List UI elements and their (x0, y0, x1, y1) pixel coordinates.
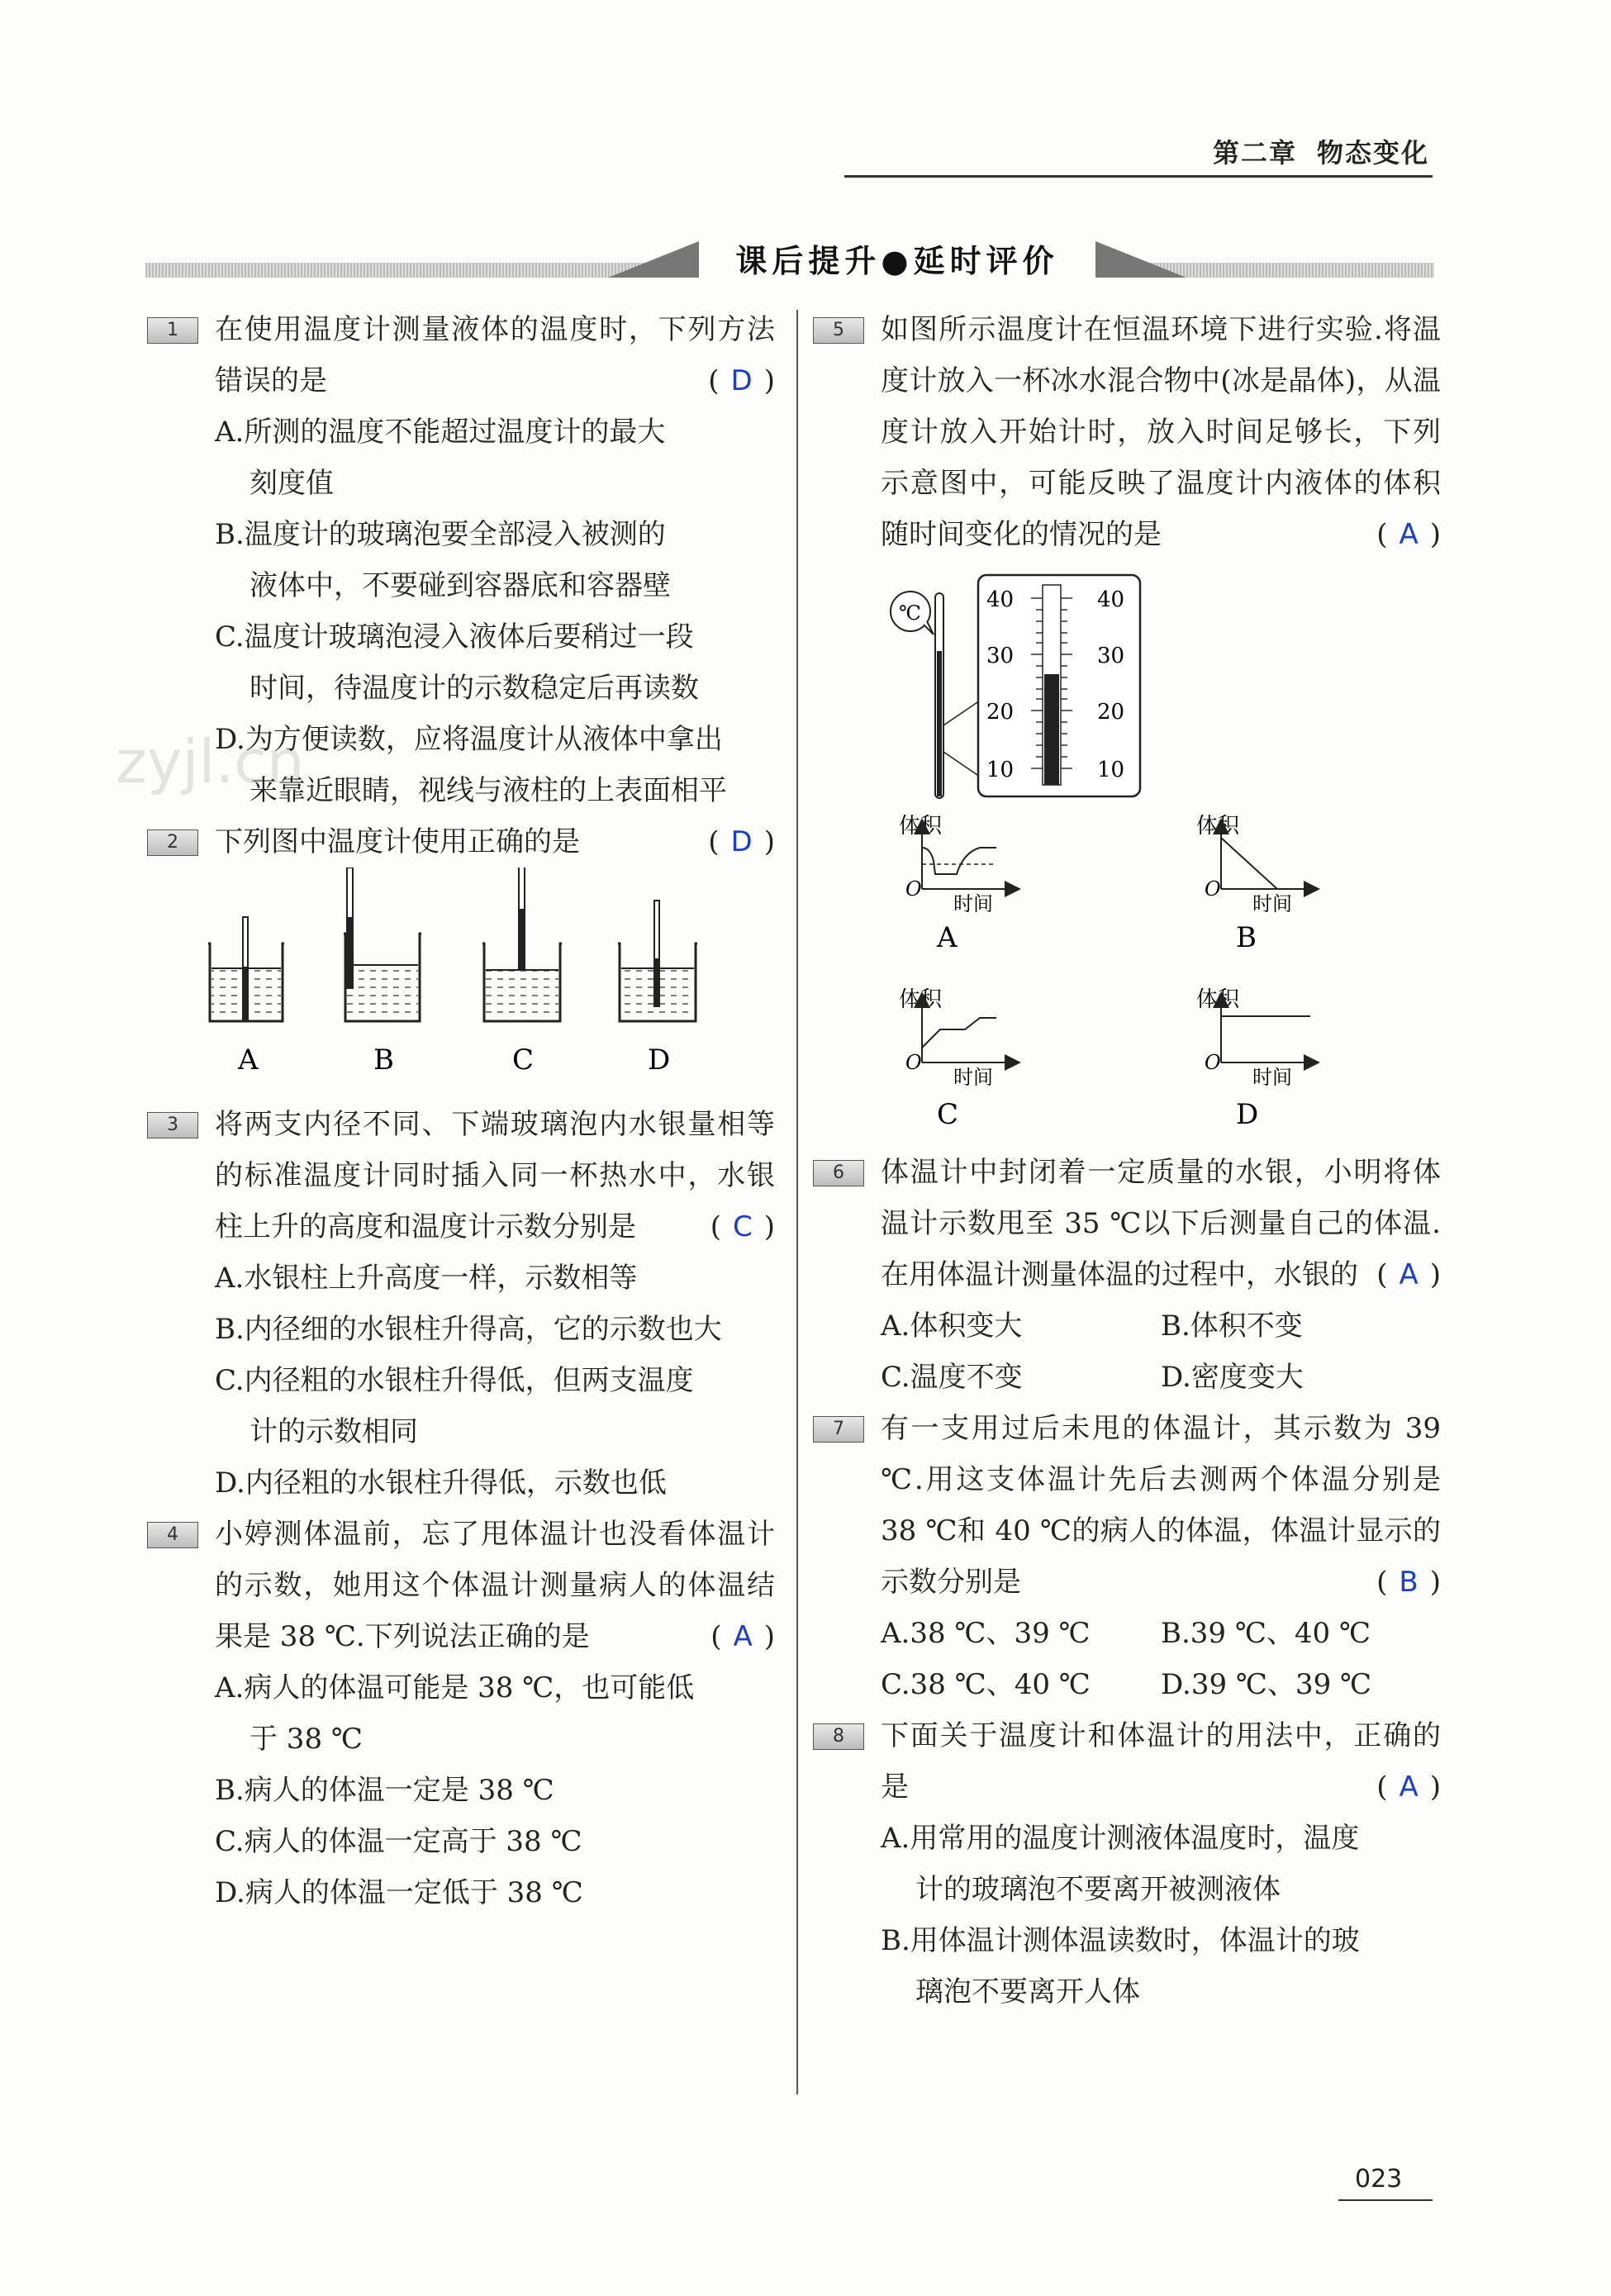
option-text: D.内径粗的水银柱升得低，示数也低 (215, 1466, 667, 1500)
option-continued: 璃泡不要离开人体 (915, 1975, 1140, 2008)
graph-b (1196, 814, 1314, 954)
option-text: D.为方便读数，应将温度计从液体中拿出 (215, 723, 723, 756)
column-divider (796, 310, 798, 2094)
stem-text: 下面关于温度计和体温计的用法中，正确的是 (881, 1719, 1441, 1804)
option-text: A.病人的体温可能是 38 ℃，也可能低 (215, 1671, 695, 1704)
graph-origin: O (905, 877, 922, 901)
beaker-diagrams (207, 868, 768, 1099)
option-b (881, 1915, 1441, 2018)
answer-mark: A (1399, 518, 1419, 551)
graph-label-c: C (937, 1098, 959, 1131)
question-number: 8 (813, 1723, 864, 1750)
option-a: A.38 ℃、39 ℃ (881, 1617, 1091, 1650)
question-stem: 下列图中温度计使用正确的是 ( D ) (215, 825, 775, 858)
question-number: 2 (147, 830, 198, 856)
stem-text: 小婷测体温前，忘了甩体温计也没看体温计的示数，她用这个体温计测量病人的体温结果是 38 ℃.下列说法正确的是 (215, 1518, 775, 1653)
option-a (215, 1662, 775, 1765)
question-8 (813, 1710, 1441, 2018)
graph-xlabel: 时间 (953, 1066, 993, 1089)
header-rule (844, 175, 1433, 178)
answer-mark: D (730, 825, 753, 858)
thermometer-diagram (881, 560, 1145, 800)
tick-label-10: 10 (1097, 758, 1125, 782)
answer-mark: A (1399, 1258, 1419, 1291)
tick-label-10: 10 (986, 758, 1015, 782)
graph-label-b: B (1236, 921, 1257, 954)
graph-ylabel: 体积 (1196, 987, 1240, 1012)
option-d (215, 714, 775, 816)
page-number: 023 (1355, 2165, 1403, 2194)
stem-text: 如图所示温度计在恒温环境下进行实验.将温度计放入一杯冰水混合物中(冰是晶体)，从温度计放入开始计时，放入时间足够长，下列示意图中，可能反映了温度计内液体的体积随时间变化的情况的是 (881, 313, 1441, 551)
answer-mark: A (733, 1620, 753, 1653)
left-column (147, 304, 775, 1918)
question-1 (147, 304, 775, 816)
option-text: A.水银柱上升高度一样，示数相等 (215, 1262, 638, 1295)
option-text: B.温度计的玻璃泡要全部浸入被测的 (215, 518, 666, 551)
right-column (813, 304, 1441, 2018)
graph-origin: O (905, 1051, 922, 1074)
options-row-2 (881, 1352, 1441, 1403)
option-continued: 液体中，不要碰到容器底和容器壁 (249, 569, 671, 602)
option-text: B.病人的体温一定是 38 ℃ (215, 1774, 554, 1807)
question-2 (147, 816, 775, 1099)
tick-label-30: 30 (986, 644, 1015, 668)
graph-options-figure (881, 800, 1441, 1147)
option-a (215, 406, 775, 509)
stem-text: 在使用温度计测量液体的温度时，下列方法错误的是 (215, 313, 775, 397)
chapter-number: 第二章 (1212, 137, 1297, 169)
tick-label-40: 40 (986, 587, 1015, 612)
beaker-a (207, 917, 284, 1021)
section-banner (145, 238, 1434, 284)
beaker-label-a: A (238, 1043, 259, 1077)
option-d (215, 1867, 775, 1918)
question-5 (813, 304, 1441, 1147)
option-text: B.用体温计测体温读数时，体温计的玻 (881, 1924, 1360, 1957)
graph-d (1196, 987, 1314, 1131)
graph-origin: O (1205, 1051, 1221, 1074)
question-stem: 如图所示温度计在恒温环境下进行实验.将温度计放入一杯冰水混合物中(冰是晶体)，从温度计放入开始计时，放入时间足够长，下列示意图中，可能反映了温度计内液体的体积随时间变化的情况的是 ( A ) (881, 313, 1441, 551)
option-continued: 来靠近眼睛，视线与液柱的上表面相平 (249, 774, 727, 807)
banner-center (608, 238, 1186, 284)
option-a (215, 1253, 775, 1304)
answer-mark: C (732, 1210, 753, 1243)
question-number: 5 (813, 317, 864, 344)
graph-origin: O (1205, 877, 1221, 901)
beaker-label-d: D (648, 1043, 671, 1077)
stem-text: 下列图中温度计使用正确的是 (215, 825, 580, 858)
option-b: B.体积不变 (1161, 1310, 1303, 1343)
beaker-label-c: C (512, 1043, 535, 1077)
beaker-label-b: B (373, 1043, 394, 1077)
option-continued: 于 38 ℃ (249, 1723, 363, 1756)
option-continued: 刻度值 (249, 467, 334, 500)
question-stem: 有一支用过后未甩的体温计，其示数为 39 ℃.用这支体温计先后去测两个体温分别是 38 ℃和 40 ℃的病人的体温，体温计显示的示数分别是 ( B ) (881, 1412, 1441, 1599)
option-d: D.密度变大 (1161, 1361, 1304, 1394)
option-text: C.病人的体温一定高于 38 ℃ (215, 1825, 582, 1858)
graph-xlabel: 时间 (1252, 892, 1292, 915)
stem-text: 将两支内径不同、下端玻璃泡内水银量相等的标准温度计同时插入同一杯热水中，水银柱上升的高度和温度计示数分别是 (215, 1108, 775, 1243)
graph-label-a: A (937, 921, 958, 954)
question-stem: 下面关于温度计和体温计的用法中，正确的是 ( A ) (881, 1719, 1441, 1804)
option-c: C.38 ℃、40 ℃ (881, 1668, 1091, 1701)
stem-text: 体温计中封闭着一定质量的水银，小明将体温计示数甩至 35 ℃以下后测量自己的体温.在用体温计测量体温的过程中，水银的 (881, 1156, 1441, 1291)
option-b (215, 1765, 775, 1816)
options-row-1 (881, 1608, 1441, 1659)
question-4 (147, 1509, 775, 1918)
question-7 (813, 1403, 1441, 1710)
tick-label-20: 20 (986, 700, 1015, 725)
answer-mark: A (1399, 1771, 1419, 1804)
option-c: C.温度不变 (881, 1361, 1023, 1394)
beaker-b (344, 868, 421, 1021)
tick-label-20: 20 (1097, 700, 1125, 725)
graph-options (864, 800, 1426, 1147)
graph-xlabel: 时间 (1252, 1066, 1292, 1089)
options-row-1 (881, 1300, 1441, 1352)
chapter-header (1213, 132, 1429, 170)
graph-a (899, 814, 1015, 954)
chapter-topic: 物态变化 (1316, 137, 1429, 169)
option-a: A.体积变大 (881, 1310, 1023, 1343)
option-text: B.内径细的水银柱升得高，它的示数也大 (215, 1313, 722, 1346)
option-continued: 时间，待温度计的示数稳定后再读数 (249, 672, 699, 705)
option-d (215, 1457, 775, 1509)
option-text: C.温度计玻璃泡浸入液体后要稍过一段 (215, 620, 694, 654)
watermark: zyjl.cn (116, 727, 305, 796)
tick-label-40: 40 (1097, 587, 1125, 612)
option-a (881, 1813, 1441, 1915)
question-stem: 将两支内径不同、下端玻璃泡内水银量相等的标准温度计同时插入同一杯热水中，水银柱上升的高度和温度计示数分别是 ( C ) (215, 1108, 775, 1243)
beaker-d (618, 901, 697, 1021)
question-number: 7 (813, 1416, 864, 1443)
options-row-2 (881, 1659, 1441, 1710)
question-number: 3 (147, 1112, 198, 1138)
beaker-c (482, 868, 562, 1021)
question-number: 4 (147, 1522, 198, 1548)
page-number-rule (1338, 2199, 1433, 2201)
graph-xlabel: 时间 (953, 892, 993, 915)
question-number: 6 (813, 1160, 864, 1186)
option-text: A.用常用的温度计测液体温度时，温度 (881, 1822, 1360, 1855)
option-c (215, 1355, 775, 1457)
option-text: A.所测的温度不能超过温度计的最大 (215, 416, 666, 449)
question-stem: 在使用温度计测量液体的温度时，下列方法错误的是 ( D ) (215, 313, 775, 397)
question-3 (147, 1099, 775, 1509)
graph-ylabel: 体积 (899, 814, 943, 839)
option-b (215, 509, 775, 611)
question-6 (813, 1147, 1441, 1403)
option-text: D.病人的体温一定低于 38 ℃ (215, 1876, 583, 1909)
option-b (215, 1304, 775, 1355)
graph-ylabel: 体积 (899, 987, 943, 1012)
banner-title: 课后提升●延时评价 (699, 241, 1095, 281)
answer-mark: B (1399, 1566, 1419, 1599)
unit-bubble: ℃ (899, 601, 921, 625)
question-stem: 体温计中封闭着一定质量的水银，小明将体温计示数甩至 35 ℃以下后测量自己的体温.在用体温计测量体温的过程中，水银的 ( A ) (881, 1156, 1441, 1291)
answer-mark: D (730, 364, 753, 397)
tick-label-30: 30 (1097, 644, 1125, 668)
graph-ylabel: 体积 (1196, 814, 1240, 839)
option-b: B.39 ℃、40 ℃ (1161, 1617, 1371, 1650)
option-continued: 计的示数相同 (249, 1415, 418, 1448)
stem-text: 有一支用过后未甩的体温计，其示数为 39 ℃.用这支体温计先后去测两个体温分别是 38 ℃和 40 ℃的病人的体温，体温计显示的示数分别是 (881, 1412, 1441, 1599)
question-number: 1 (147, 317, 198, 344)
question-stem: 小婷测体温前，忘了甩体温计也没看体温计的示数，她用这个体温计测量病人的体温结果是 38 ℃.下列说法正确的是 ( A ) (215, 1518, 775, 1653)
option-c (215, 611, 775, 714)
beaker-figure (215, 868, 775, 1099)
option-c (215, 1816, 775, 1867)
thermometer-figure (881, 560, 1441, 800)
graph-label-d: D (1236, 1098, 1259, 1131)
option-continued: 计的玻璃泡不要离开被测液体 (915, 1873, 1281, 1906)
option-d: D.39 ℃、39 ℃ (1161, 1668, 1372, 1701)
option-text: C.内径粗的水银柱升得低，但两支温度 (215, 1364, 694, 1397)
graph-c (899, 987, 1015, 1131)
